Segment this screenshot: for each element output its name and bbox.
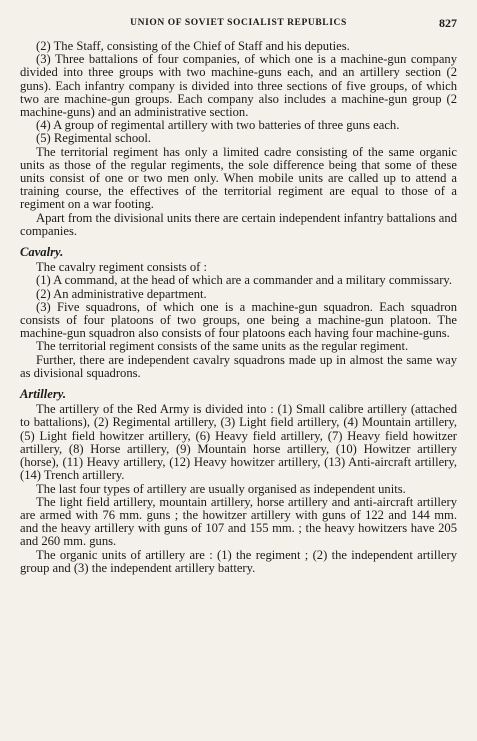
paragraph-staff: (2) The Staff, consisting of the Chief of Staff and his deputies.: [36, 39, 350, 53]
paragraph-independent-units: Apart from the divisional units there are certain independent infantry battalions and companies.: [20, 210, 457, 238]
paragraph-cavalry-admin: (2) An administrative department.: [36, 286, 207, 301]
running-head: UNION OF SOVIET SOCIALIST REPUBLICS: [130, 18, 347, 28]
page-number: 827: [439, 16, 457, 30]
section-heading-cavalry: Cavalry.: [20, 245, 64, 260]
paragraph-cavalry-territorial: The territorial regiment consists of the same units as the regular regiment.: [36, 339, 409, 354]
paragraph-cavalry-command: (1) A command, at the head of which are a commander and a military commissary.: [36, 273, 453, 288]
paragraph-artillery-types: The artillery of the Red Army is divided into : (1) Small calibre artillery (attached to battalions), (2) Regimental artillery, (3) Light field artillery, (4) Mountain artillery, (5) Light field howitzer artillery, (6) Heavy field artillery, (7) Heavy field howitzer artillery, (8) Horse artillery, (9) Mountain horse artillery, (10) Howitzer artillery (horse), (11) Heavy artillery, (12) Heavy howitzer artillery, (13) Anti-aircraft artillery, (14) Trench artillery.: [20, 402, 457, 483]
paragraph-cavalry-intro: The cavalry regiment consists of :: [36, 260, 208, 275]
page-header: [20, 14, 457, 40]
paragraph-regimental-artillery: (4) A group of regimental artillery with two batteries of three guns each.: [36, 118, 400, 133]
paragraph-territorial-regiment: The territorial regiment has only a limited cadre consisting of the same organic units as those of the regular regiments, the sole difference being that some of these units consist of one or two men only. When mobile units are called up to attend a training course, the effectives of the territorial regiment are equal to those of a regiment on a war footing.: [20, 144, 457, 212]
paragraph-cavalry-squadrons: (3) Five squadrons, of which one is a machine-gun squadron. Each squadron consists of four platoons of two groups, one being a machine-gun platoon. The machine-gun squadron also consists of four platoons each having four machine-guns.: [20, 299, 457, 341]
paragraph-regimental-school: (5) Regimental school.: [36, 131, 152, 146]
section-heading-artillery: Artillery.: [20, 387, 67, 402]
paragraph-artillery-independent: The last four types of artillery are usually organised as independent units.: [36, 481, 406, 496]
paragraph-artillery-organic-units: The organic units of artillery are : (1) the regiment ; (2) the independent artillery group and (3) the independent artillery battery.: [20, 547, 457, 575]
paragraph-cavalry-independent: Further, there are independent cavalry squadrons made up in almost the same way as divisional squadrons.: [20, 352, 457, 380]
body-text: [20, 40, 457, 575]
paragraph-artillery-calibres: The light field artillery, mountain artillery, horse artillery and anti-aircraft artillery are armed with 76 mm. guns ; the howitzer artillery with guns of 122 and 144 mm. and the heavy artillery with guns of 107 and 155 mm. ; the heavy howitzers have 205 and 260 mm. guns.: [20, 494, 457, 549]
paragraph-battalions: (3) Three battalions of four companies, of which one is a machine-gun company divided into three groups with two machine-guns each, and an artillery section (2 guns). Each infantry company is divided into three sections of five groups, of which two are machine-gun groups. Each company also includes a machine-gun group (2 machine-guns) and an administrative section.: [20, 52, 457, 120]
